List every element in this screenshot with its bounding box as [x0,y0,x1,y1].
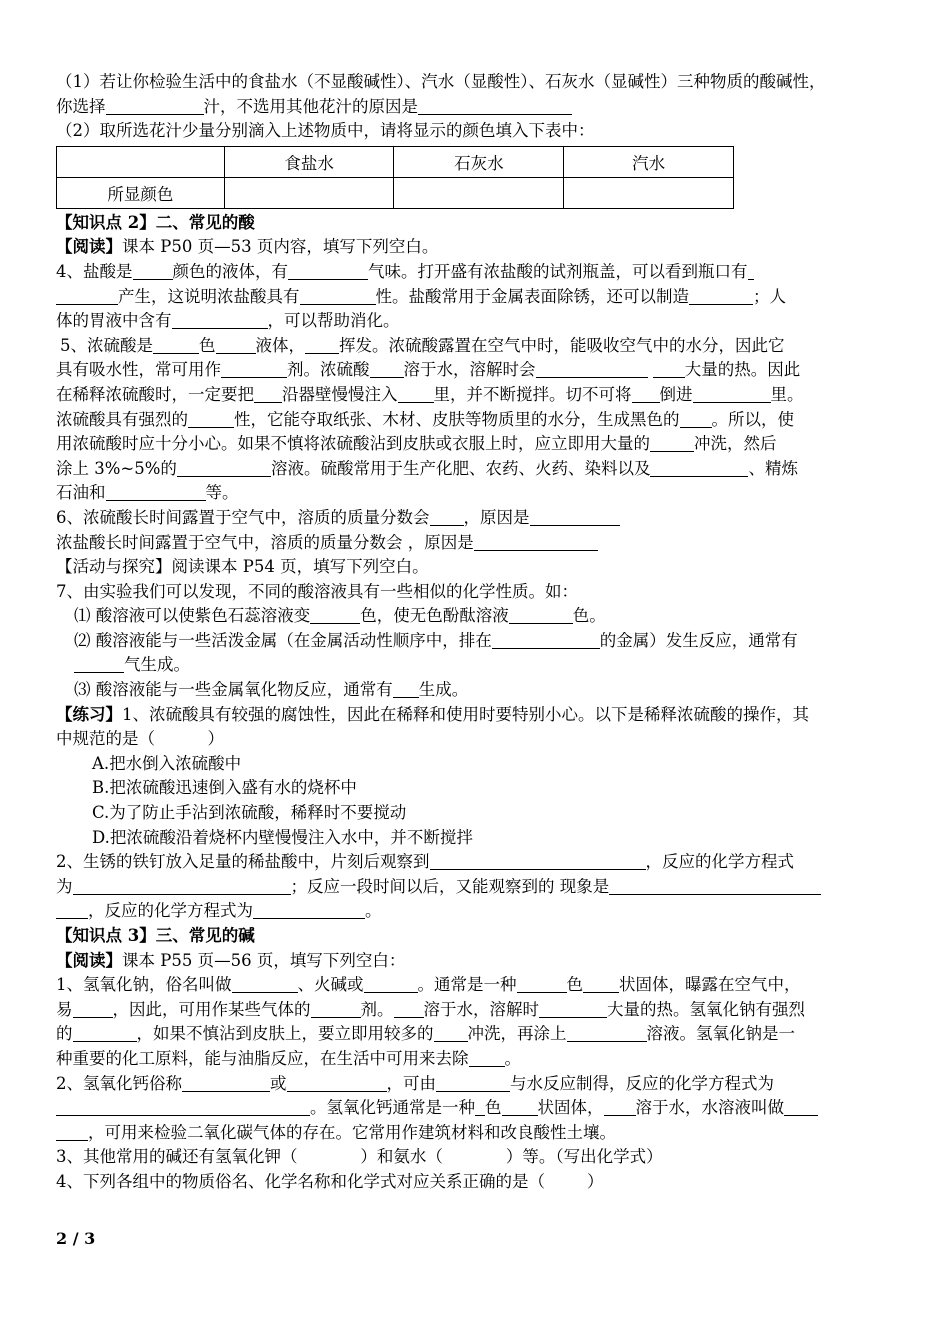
table-header-cell: 汽水 [564,146,734,177]
text: 4、盐酸是 [56,261,133,281]
table-header-row [57,146,734,177]
blank[interactable] [188,409,234,428]
blank[interactable] [650,458,748,477]
blank[interactable] [133,261,173,280]
table-header-cell: 食盐水 [224,146,394,177]
text: 大量的热。因此 [684,360,801,380]
activity-instruction: 【活动与探究】阅读课本 P54 页，填写下列空白。 [56,557,429,577]
blank[interactable] [583,974,619,993]
text: （1）若让你检验生活中的食盐水（不显酸碱性）、汽水（显酸性）、石灰水（显碱性）三种物质的酸碱性， [56,72,826,91]
blank[interactable] [56,900,88,919]
text: 状固体，曝露在空气中， [619,975,801,995]
blank[interactable] [748,261,754,280]
text: 气生成。 [124,655,190,675]
blank[interactable] [288,261,368,280]
section-heading: 【知识点 3】三、常见的碱 [56,926,255,945]
blank[interactable] [364,974,418,993]
text: 色 [566,975,583,995]
blank[interactable] [567,1023,647,1042]
blank[interactable] [680,409,712,428]
text: 色，使无色酚酞溶液 [360,606,509,626]
blank[interactable] [609,876,821,895]
blank[interactable] [474,532,598,551]
q1-line2 [56,95,898,120]
text: 、火碱或 [297,975,364,995]
q5-line7 [56,481,898,506]
blank[interactable] [305,335,339,354]
text: ⑵ 酸溶液能与一些活泼金属（在金属活动性顺序中，排在 [74,630,492,650]
text: 状固体， [537,1098,604,1118]
q4-line1 [56,260,898,285]
text: 浓硫酸具有强烈的 [56,409,188,429]
blank[interactable] [153,335,199,354]
table-header-cell: 石灰水 [394,146,564,177]
base2-line2 [56,1096,898,1121]
text: 为 [56,876,73,896]
text: 种重要的化工原料，能与油脂反应，在生活中可用来去除 [56,1048,469,1068]
text: 液体， [255,335,305,355]
blank[interactable] [509,605,573,624]
blank[interactable] [172,310,268,329]
practice-q1-line1 [56,703,898,728]
text: 溶于水，水溶液叫做 [635,1098,784,1118]
blank[interactable] [182,1073,270,1092]
blank[interactable] [430,851,646,870]
q1-line3 [56,119,898,144]
q5-line5 [56,432,898,457]
text: 里。 [770,384,804,404]
color-table [56,146,734,209]
blank[interactable] [394,999,424,1018]
blank[interactable] [604,1097,636,1116]
text: 的金属）发生反应，通常有 [599,630,798,650]
blank[interactable] [177,458,271,477]
base3-line: 3、其他常用的碱还有氢氧化钾（ ）和氨水（ ）等。（写出化学式） [56,1147,663,1167]
text: 冲洗，再涂上 [467,1024,567,1044]
text: 溶液。硫酸常用于生产化肥、农药、火药、染料以及 [270,458,651,478]
blank[interactable] [632,384,660,403]
practice-q2-line1 [56,850,898,875]
section-heading: 【知识点 2】二、常见的酸 [56,212,255,232]
blank[interactable] [475,1097,485,1116]
table-input-cell[interactable] [224,177,394,208]
blank[interactable] [536,359,648,378]
blank[interactable] [492,630,600,649]
text: ，可由 [386,1073,436,1093]
text: ，可以帮助消化。 [267,311,400,331]
text: 等。 [205,483,239,503]
text: 剂。浓硫酸 [287,360,370,380]
q4-line3 [56,309,898,334]
blank[interactable] [436,1073,510,1092]
q7-sub2 [56,629,898,654]
blank[interactable] [74,654,124,673]
text: 。通常是一种 [417,975,517,995]
blank[interactable] [430,507,464,526]
q5-line1 [56,334,898,359]
blank[interactable] [784,1097,818,1116]
blank[interactable] [73,876,291,895]
blank[interactable] [393,679,419,698]
blank[interactable] [653,359,685,378]
page-number: 2 / 3 [56,1229,96,1248]
text: 浓盐酸长时间露置于空气中，溶质的质量分数会 ，原因是 [56,532,474,552]
table-input-cell[interactable] [564,177,734,208]
blank[interactable] [232,974,298,993]
q5-line2 [56,358,898,383]
text: ，可用来检验二氧化碳气体的存在。它常用作建筑材料和改良酸性土壤。 [88,1122,616,1142]
blank[interactable] [650,433,694,452]
blank[interactable] [502,1097,538,1116]
blank[interactable] [221,359,287,378]
blank[interactable] [56,1122,88,1141]
option-a[interactable]: A.把水倒入浓硫酸中 [92,753,242,773]
text: 色。 [572,606,606,626]
text: 【练习】 [56,704,122,724]
text: 汁，不选用其他花汁的原因是 [203,96,418,116]
table-row [57,177,734,208]
q5-line3 [56,383,898,408]
text: 1、氢氧化钠，俗名叫做 [56,975,232,995]
text: 2、氢氧化钙俗称 [56,1073,182,1093]
read-instruction [56,949,898,974]
blank[interactable] [530,507,620,526]
blank[interactable] [693,384,771,403]
blank[interactable] [689,286,753,305]
table-row-label: 所显颜色 [57,177,225,208]
text: 气味。打开盛有浓盐酸的试剂瓶盖，可以看到瓶口有 [368,261,748,281]
text: ，如果不慎沾到皮肤上，要立即用较多的 [136,1024,434,1044]
text: （2）取所选花汁少量分别滴入上述物质中，请将显示的颜色填入下表中： [56,121,595,141]
text: ；反应一段时间以后，又能观察到的 现象是 [290,876,610,896]
worksheet-page [56,70,898,1195]
base4-line: 4、下列各组中的物质俗名、化学名称和化学式对应关系正确的是（ ） [56,1171,604,1191]
blank[interactable] [434,1023,468,1042]
text: 颜色的液体，有 [172,261,288,281]
blank[interactable] [418,96,572,115]
q5-line4 [56,408,898,433]
text: 倒进 [659,384,693,404]
text: 冲洗，然后 [694,434,777,454]
q7-sub3 [56,678,898,703]
blank[interactable] [73,999,113,1018]
base1-line4 [56,1047,898,1072]
text: 用浓硫酸时应十分小心。如果不慎将浓硫酸沾到皮肤或衣服上时，应立即用大量的 [56,434,650,454]
text: 溶于水，溶解时 [423,999,539,1019]
q7-sub2-cont [56,653,898,678]
text: 生成。 [418,680,469,700]
practice-q1-line2: 中规范的是（ ） [56,729,224,749]
q6-line1 [56,506,898,531]
option-c[interactable]: C.为了防止手沾到浓硫酸，稀释时不要搅动 [92,803,407,823]
q1-line1 [56,70,898,95]
text: 性，它能夺取纸张、木材、皮肤等物质里的水分，生成黑色的 [234,409,680,429]
text: 体的胃液中含有 [56,311,172,331]
text: 涂上 3%~5%的 [56,458,177,478]
text: 沿器壁慢慢注入 [282,384,398,404]
option-b[interactable]: B.把浓硫酸迅速倒入盛有水的烧杯中 [92,778,357,798]
practice-q2-line3 [56,899,898,924]
text: 你选择 [56,96,106,116]
blank[interactable] [398,384,434,403]
text: 石油和 [56,483,106,503]
text: 、精炼 [748,458,798,478]
text: ，原因是 [463,507,530,527]
table-header-cell [57,146,225,177]
text: 色 [199,335,216,355]
q4-line2 [56,285,898,310]
blank[interactable] [56,286,118,305]
text: ⑶ 酸溶液能与一些金属氧化物反应，通常有 [74,680,393,700]
text: 溶于水，溶解时会 [403,360,536,380]
blank[interactable] [287,1073,387,1092]
blank[interactable] [370,359,404,378]
text: 与水反应制得，反应的化学方程式为 [510,1073,774,1093]
q7-sub1 [56,604,898,629]
text: 或 [270,1073,287,1093]
blank[interactable] [469,1048,505,1067]
text: 挥发。浓硫酸露置在空气中时，能吸收空气中的水分，因此它 [339,335,785,355]
text: 溶液。氢氧化钠是一 [646,1024,795,1044]
base1-line2 [56,998,898,1023]
blank[interactable] [310,605,360,624]
blank[interactable] [254,384,282,403]
blank[interactable] [300,286,376,305]
text: 大量的热。氢氧化钠有强烈 [607,999,805,1019]
text: 课本 P50 页—53 页内容，填写下列空白。 [122,237,439,257]
blank[interactable] [106,482,206,501]
text: 6、浓硫酸长时间露置于空气中，溶质的质量分数会 [56,507,430,527]
blank[interactable] [106,96,204,115]
text: 5、浓硫酸是 [60,335,153,355]
blank[interactable] [56,1097,310,1116]
text: ；人 [753,286,786,306]
text: 性。盐酸常用于金属表面除锈，还可以制造 [375,286,689,306]
practice-q2-line2 [56,875,898,900]
blank[interactable] [216,335,256,354]
option-d[interactable]: D.把浓硫酸沿着烧杯内壁慢慢注入水中，并不断搅拌 [92,827,473,847]
q5-line6 [56,457,898,482]
blank[interactable] [253,900,365,919]
q7-line1: 7、由实验我们可以发现，不同的酸溶液具有一些相似的化学性质。如： [56,581,578,601]
q6-line2 [56,531,898,556]
base2-line3 [56,1121,898,1146]
text: ⑴ 酸溶液可以使紫色石蕊溶液变 [74,606,311,626]
text: 在稀释浓硫酸时，一定要把 [56,384,254,404]
text: 课本 P55 页—56 页，填写下列空白： [122,950,406,970]
text: 。所以，使 [711,409,794,429]
base2-line1 [56,1072,898,1097]
text: 的 [56,1024,73,1044]
base1-line3 [56,1022,898,1047]
blank[interactable] [73,1023,137,1042]
text: 剂。 [360,999,394,1019]
text: ，反应的化学方程式为 [88,901,253,921]
text: 具有吸水性，常可用作 [56,360,221,380]
text: 色 [485,1098,502,1118]
blank[interactable] [311,999,361,1018]
blank[interactable] [517,974,567,993]
text: 。 [504,1048,521,1068]
text: 【阅读】 [56,950,122,970]
text: 。氢氧化钙通常是一种 [310,1098,475,1118]
table-input-cell[interactable] [394,177,564,208]
text: 【阅读】 [56,237,122,257]
text: 易 [56,999,73,1019]
text: 。 [365,901,382,921]
text: 里，并不断搅拌。切不可将 [433,384,632,404]
text: 2、生锈的铁钉放入足量的稀盐酸中，片刻后观察到 [56,852,430,872]
base1-line1 [56,973,898,998]
blank[interactable] [539,999,607,1018]
text: ，因此，可用作某些气体的 [112,999,311,1019]
text: 1、浓硫酸具有较强的腐蚀性，因此在稀释和使用时要特别小心。以下是稀释浓硫酸的操作，其 [122,704,809,724]
text: ，反应的化学方程式 [645,852,794,872]
text: 产生，这说明浓盐酸具有 [118,286,300,306]
read-instruction [56,235,898,260]
